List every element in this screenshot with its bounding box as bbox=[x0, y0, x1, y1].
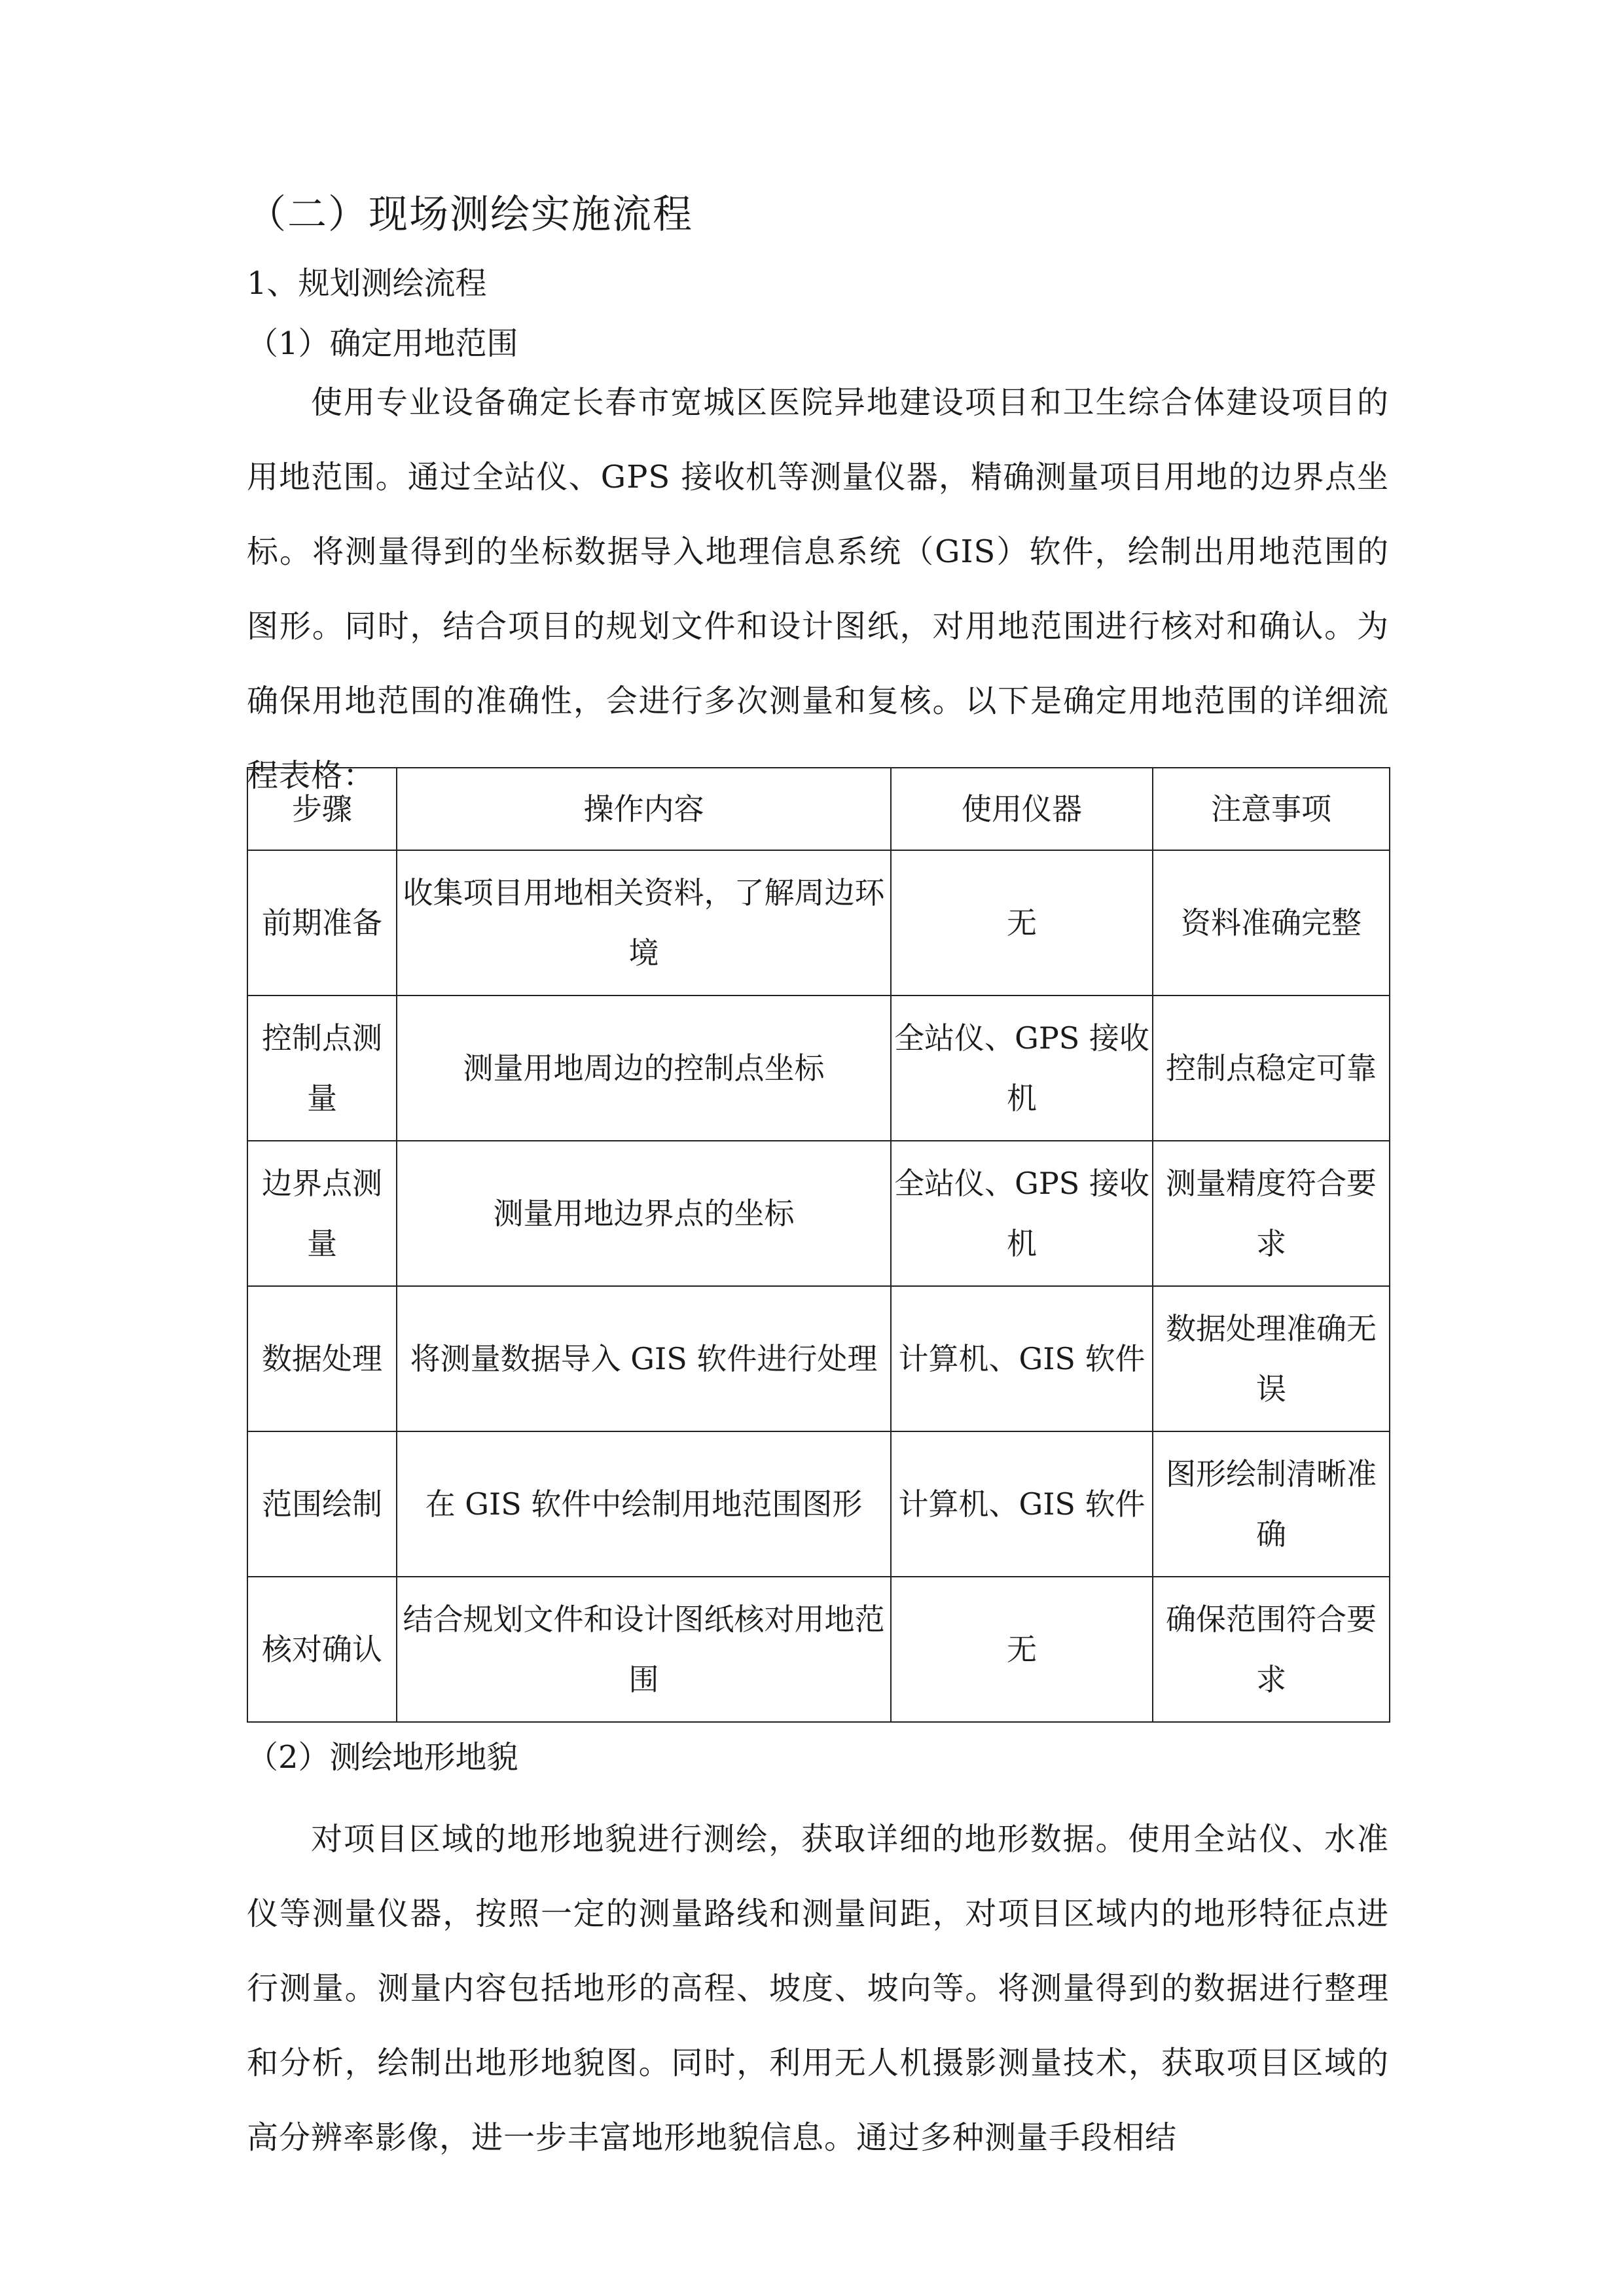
cell-step: 核对确认 bbox=[247, 1577, 397, 1722]
cell-notes: 数据处理准确无误 bbox=[1153, 1286, 1390, 1431]
table-row bbox=[247, 1431, 1390, 1577]
cell-operation: 测量用地周边的控制点坐标 bbox=[397, 996, 891, 1141]
cell-instrument: 全站仪、GPS 接收机 bbox=[891, 996, 1153, 1141]
table-row bbox=[247, 1286, 1390, 1431]
header-step: 步骤 bbox=[247, 768, 397, 850]
paragraph-terrain: 对项目区域的地形地貌进行测绘，获取详细的地形数据。使用全站仪、水准仪等测量仪器，按照一定的测量路线和测量间距，对项目区域内的地形特征点进行测量。测量内容包括地形的高程、坡度、坡向等。将测量得到的数据进行整理和分析，绘制出地形地貌图。同时，利用无人机摄影测量技术，获取项目区域的高分辨率影像，进一步丰富地形地貌信息。通过多种测量手段相结 bbox=[247, 1821, 1389, 2156]
cell-notes: 确保范围符合要求 bbox=[1153, 1577, 1390, 1722]
cell-step: 控制点测量 bbox=[247, 996, 397, 1141]
cell-step: 数据处理 bbox=[247, 1286, 397, 1431]
cell-notes: 控制点稳定可靠 bbox=[1153, 996, 1390, 1141]
cell-step: 范围绘制 bbox=[247, 1431, 397, 1577]
cell-instrument: 计算机、GIS 软件 bbox=[891, 1431, 1153, 1577]
cell-notes: 测量精度符合要求 bbox=[1153, 1141, 1390, 1286]
cell-operation: 测量用地边界点的坐标 bbox=[397, 1141, 891, 1286]
cell-operation: 在 GIS 软件中绘制用地范围图形 bbox=[397, 1431, 891, 1577]
table-row bbox=[247, 1577, 1390, 1722]
cell-instrument: 无 bbox=[891, 850, 1153, 996]
item-title-2: （2）测绘地形地貌 bbox=[247, 1739, 518, 1776]
header-operation: 操作内容 bbox=[397, 768, 891, 850]
paragraph-land-scope: 使用专业设备确定长春市宽城区医院异地建设项目和卫生综合体建设项目的用地范围。通过全站仪、GPS 接收机等测量仪器，精确测量项目用地的边界点坐标。将测量得到的坐标数据导入地理信息系统（GIS）软件，绘制出用地范围的图形。同时，结合项目的规划文件和设计图纸，对用地范围进行核对和确认。为确保用地范围的准确性，会进行多次测量和复核。以下是确定用地范围的详细流程表格： bbox=[247, 384, 1389, 794]
cell-notes: 资料准确完整 bbox=[1153, 850, 1390, 996]
cell-instrument: 无 bbox=[891, 1577, 1153, 1722]
cell-operation: 结合规划文件和设计图纸核对用地范围 bbox=[397, 1577, 891, 1722]
section-title: （二）现场测绘实施流程 bbox=[247, 192, 693, 238]
subsection-title: 1、规划测绘流程 bbox=[247, 265, 487, 302]
table-row bbox=[247, 850, 1390, 996]
table-row bbox=[247, 1141, 1390, 1286]
item-title-1: （1）确定用地范围 bbox=[247, 325, 518, 362]
cell-instrument: 计算机、GIS 软件 bbox=[891, 1286, 1153, 1431]
table-header-row bbox=[247, 768, 1390, 850]
header-instrument: 使用仪器 bbox=[891, 768, 1153, 850]
table-row bbox=[247, 996, 1390, 1141]
header-notes: 注意事项 bbox=[1153, 768, 1390, 850]
cell-operation: 收集项目用地相关资料，了解周边环境 bbox=[397, 850, 891, 996]
cell-notes: 图形绘制清晰准确 bbox=[1153, 1431, 1390, 1577]
cell-instrument: 全站仪、GPS 接收机 bbox=[891, 1141, 1153, 1286]
process-table bbox=[247, 767, 1390, 1723]
cell-step: 前期准备 bbox=[247, 850, 397, 996]
cell-operation: 将测量数据导入 GIS 软件进行处理 bbox=[397, 1286, 891, 1431]
cell-step: 边界点测量 bbox=[247, 1141, 397, 1286]
